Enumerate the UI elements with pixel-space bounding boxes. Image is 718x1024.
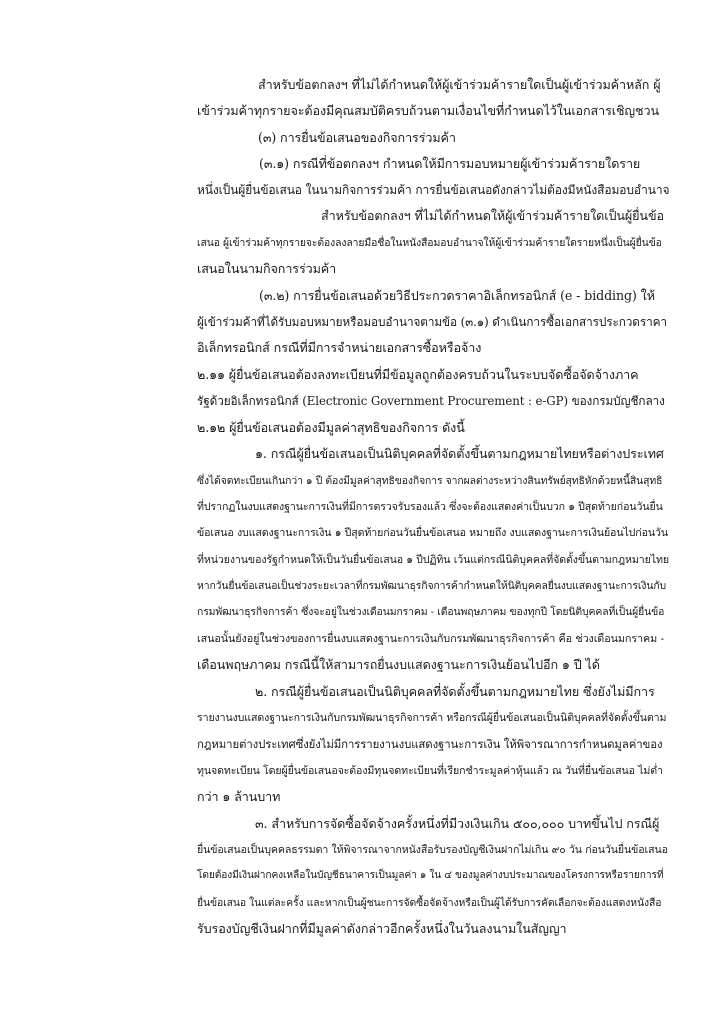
text-line: กว่า ๑ ล้านบาท: [197, 789, 281, 804]
text-line: กฎหมายต่างประเทศซึ่งยังไม่มีการรายงานงบแสดงฐานะการเงิน ให้พิจารณาการกำหนดมูลค่าของ: [197, 737, 663, 751]
text-line: รับรองบัญชีเงินฝากที่มีมูลค่าดังกล่าวอีกครั้งหนึ่งในวันลงนามในสัญญา: [197, 921, 567, 936]
text-line: อิเล็กทรอนิกส์ กรณีที่มีการจำหน่ายเอกสารซื้อหรือจ้าง: [197, 340, 482, 355]
text-line: รายงานงบแสดงฐานะการเงินกับกรมพัฒนาธุรกิจการค้า หรือกรณีผู้ยื่นข้อเสนอเป็นนิติบุคคลที่จัดตั้งขึ้นตาม: [197, 712, 667, 724]
text-line: เสนอ ผู้เข้าร่วมค้าทุกรายจะต้องลงลายมือชื่อในหนังสือมอบอำนาจให้ผู้เข้าร่วมค้ารายใดรายหนึ่งเป็นผู้ยื่นข้อ: [197, 237, 662, 249]
text-line: (๓.๒) การยื่นข้อเสนอด้วยวิธีประกวดราคาอิเล็กทรอนิกส์ (e - bidding) ให้: [259, 288, 655, 303]
clause-heading: ๒.๑๒ ผู้ยื่นข้อเสนอต้องมีมูลค่าสุทธิของกิจการ ดังนี้: [197, 420, 465, 435]
text-line: ยื่นข้อเสนอเป็นบุคคลธรรมดา ให้พิจารณาจากหนังสือรับรองบัญชีเงินฝากไม่เกิน ๙๐ วัน ก่อนวันยื่นข้อเสนอ: [197, 844, 668, 856]
text-line: ยื่นข้อเสนอ ในแต่ละครั้ง และหากเป็นผู้ชนะการจัดซื้อจัดจ้างหรือเป็นผู้ได้รับการคัดเลือกจะต้องแสดงหนังสือ: [197, 897, 662, 909]
text-line: หากวันยื่นข้อเสนอเป็นช่วงระยะเวลาที่กรมพัฒนาธุรกิจการค้ากำหนดให้นิติบุคคลยื่นงบแสดงฐานะการเงินกับ: [197, 580, 667, 592]
text-line: ที่ปรากฏในงบแสดงฐานะการเงินที่มีการตรวจรับรองแล้ว ซึ่งจะต้องแสดงค่าเป็นบวก ๑ ปีสุดท้ายก่อนวันยื่น: [197, 501, 663, 513]
text-line: ๑. กรณีผู้ยื่นข้อเสนอเป็นนิติบุคคลที่จัดตั้งขึ้นตามกฎหมายไทยหรือต่างประเทศ: [255, 446, 664, 461]
text-line: สำหรับข้อตกลงฯ ที่ไม่ได้กำหนดให้ผู้เข้าร่วมค้ารายใดเป็นผู้ยื่นข้อ: [321, 208, 664, 223]
text-line: ๓. สำหรับการจัดซื้อจัดจ้างครั้งหนึ่งที่มีวงเงินเกิน ๕๐๐,๐๐๐ บาทขึ้นไป กรณีผู้: [255, 816, 660, 831]
text-line: เสนอในนามกิจการร่วมค้า: [197, 261, 337, 276]
clause-heading: ๒.๑๑ ผู้ยื่นข้อเสนอต้องลงทะเบียนที่มีข้อมูลถูกต้องครบถ้วนในระบบจัดซื้อจัดจ้างภาค: [197, 367, 639, 382]
text-line: ข้อเสนอ งบแสดงฐานะการเงิน ๑ ปีสุดท้ายก่อนวันยื่นข้อเสนอ หมายถึง งบแสดงฐานะการเงินย้อนไปก่อนวัน: [197, 527, 669, 539]
text-line: ๒. กรณีผู้ยื่นข้อเสนอเป็นนิติบุคคลที่จัดตั้งขึ้นตามกฎหมายไทย ซึ่งยังไม่มีการ: [255, 684, 655, 699]
text-line: เข้าร่วมค้าทุกรายจะต้องมีคุณสมบัติครบถ้วนตามเงื่อนไขที่กำหนดไว้ในเอกสารเชิญชวน: [197, 103, 659, 118]
section-heading: (๓) การยื่นข้อเสนอของกิจการร่วมค้า: [258, 130, 456, 145]
text-line: เสนอนั้นยังอยู่ในช่วงของการยื่นงบแสดงฐานะการเงินกับกรมพัฒนาธุรกิจการค้า คือ ช่วงเดือนมกราคม -: [197, 632, 665, 645]
text-line: กรมพัฒนาธุรกิจการค้า ซึ่งจะอยู่ในช่วงเดือนมกราคม - เดือนพฤษภาคม ของทุกปี โดยนิติบุคคลที่เป็นผู้ยื่นข้อ: [197, 606, 665, 618]
text-line: รัฐด้วยอิเล็กทรอนิกส์ (Electronic Government Procurement : e-GP) ของกรมบัญชีกลาง: [197, 394, 665, 408]
text-line: (๓.๑) กรณีที่ข้อตกลงฯ กำหนดให้มีการมอบหมายผู้เข้าร่วมค้ารายใดราย: [259, 156, 641, 171]
text-line: สำหรับข้อตกลงฯ ที่ไม่ได้กำหนดให้ผู้เข้าร่วมค้ารายใดเป็นผู้เข้าร่วมค้าหลัก ผู้: [258, 77, 661, 92]
text-line: เดือนพฤษภาคม กรณีนี้ให้สามารถยื่นงบแสดงฐานะการเงินย้อนไปอีก ๑ ปี ได้: [197, 657, 600, 672]
text-line: ซึ่งได้จดทะเบียนเกินกว่า ๑ ปี ต้องมีมูลค่าสุทธิของกิจการ จากผลต่างระหว่างสินทรัพย์สุทธิหักด้วยหนี้สินสุทธิ: [197, 475, 663, 487]
text-line: หนึ่งเป็นผู้ยื่นข้อเสนอ ในนามกิจการร่วมค้า การยื่นข้อเสนอดังกล่าวไม่ต้องมีหนังสือมอบอำนาจ: [197, 183, 670, 197]
text-line: ทุนจดทะเบียน โดยผู้ยื่นข้อเสนอจะต้องมีทุนจดทะเบียนที่เรียกชำระมูลค่าหุ้นแล้ว ณ วันที่ยื่นข้อเสนอ ไม่ต่ำ: [197, 765, 663, 777]
text-line: ผู้เข้าร่วมค้าที่ได้รับมอบหมายหรือมอบอำนาจตามข้อ (๓.๑) ดำเนินการซื้อเอกสารประกวดราคา: [197, 315, 667, 329]
text-line: โดยต้องมีเงินฝากคงเหลือในบัญชีธนาคารเป็นมูลค่า ๑ ใน ๔ ของมูลค่างบประมาณของโครงการหรือรายการที่: [197, 870, 664, 881]
text-line: ที่หน่วยงานของรัฐกำหนดให้เป็นวันยื่นข้อเสนอ ๑ ปีปฏิทิน เว้นแต่กรณีนิติบุคคลที่จัดตั้งขึ้นตามกฎหมายไทย: [197, 554, 669, 566]
